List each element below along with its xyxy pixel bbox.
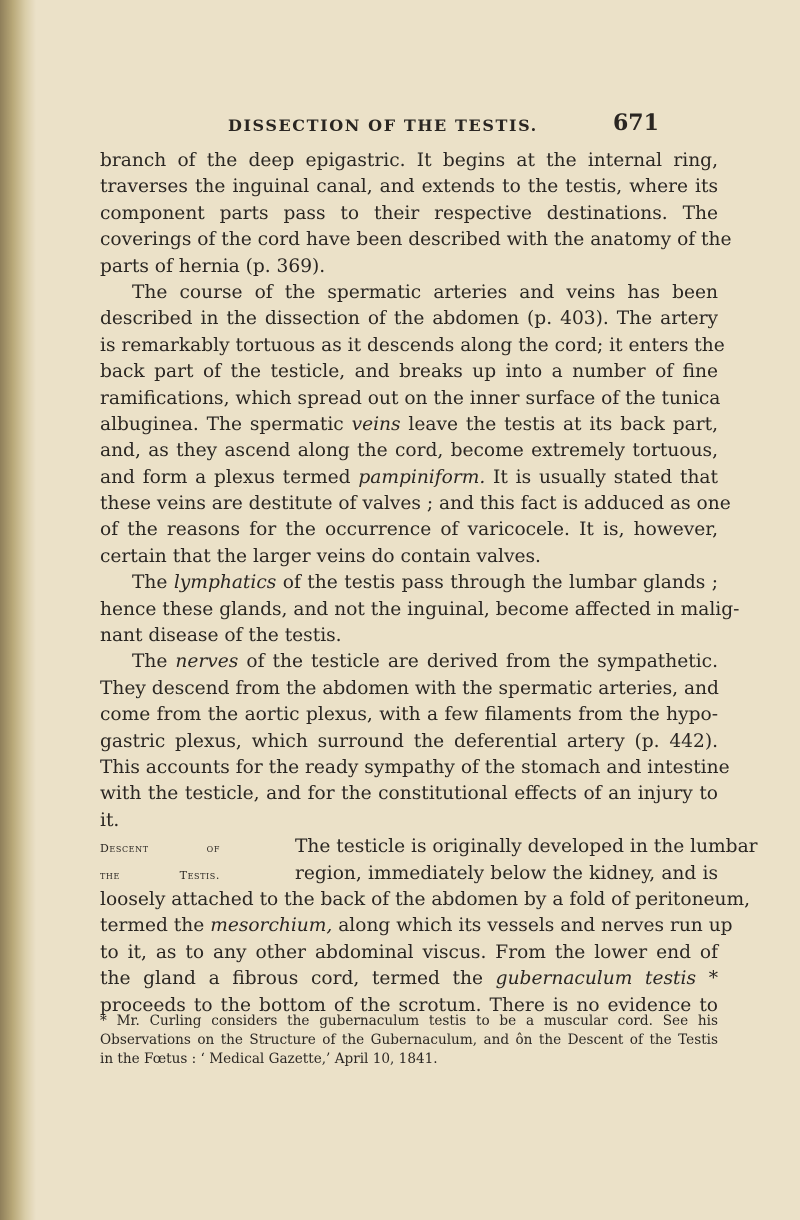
text-line: these veins are destitute of valves ; and this fact is adduced as one: [100, 493, 731, 515]
text-run: The: [132, 651, 176, 673]
text-line: [100, 649, 718, 675]
text-line: with the testicle, and for the constitutional effects of an injury to: [100, 783, 718, 805]
text-line: gastric plexus, which surround the deferential artery (p. 442).: [100, 730, 718, 752]
text-line: and, as they ascend along the cord, become extremely tortuous,: [100, 440, 718, 462]
text-line: ramifications, which spread out on the inner surface of the tunica: [100, 387, 721, 409]
text-run: the gland a fibrous cord, termed the: [100, 968, 496, 990]
text-line: certain that the larger veins do contain valves.: [100, 545, 541, 567]
text-run: termed the: [100, 915, 211, 937]
text-line: loosely attached to the back of the abdomen by a fold of peritoneum,: [100, 888, 751, 910]
text-run: It is usually stated that: [485, 466, 718, 488]
footnote-line: in the Fœtus : ‘ Medical Gazette,’ April 10, 1841.: [100, 1051, 438, 1067]
text-line: described in the dissection of the abdomen (p. 403). The artery: [100, 308, 718, 330]
text-line: They descend from the abdomen with the spermatic arteries, and: [100, 677, 719, 699]
page-number: 671: [613, 110, 659, 136]
text-line: This accounts for the ready sympathy of the stomach and intestine: [100, 756, 730, 778]
running-title: DISSECTION OF THE TESTIS.: [228, 116, 538, 135]
footnote-line: Observations on the Structure of the Gubernaculum, and ôn the Descent of the Testis: [100, 1032, 718, 1048]
text-line: [100, 966, 718, 992]
footnote-line: * Mr. Curling considers the gubernaculum testis to be a muscular cord. See his: [100, 1013, 718, 1029]
footnote: [100, 1012, 718, 1069]
text-line: [100, 834, 758, 860]
text-line: [100, 465, 718, 491]
text-run: region, immediately below the kidney, and is: [295, 862, 718, 884]
text-line: [100, 412, 718, 438]
text-line: to it, as to any other abdominal viscus. From the lower end of: [100, 941, 718, 963]
text-line: coverings of the cord have been described with the anatomy of the: [100, 229, 732, 251]
text-line: is remarkably tortuous as it descends along the cord; it enters the: [100, 334, 725, 356]
italic-term: lymphatics: [173, 572, 277, 594]
italic-term: nerves: [175, 651, 239, 673]
text-line: of the reasons for the occurrence of varicocele. It is, however,: [100, 519, 718, 541]
text-line: parts of hernia (p. 369).: [100, 255, 326, 277]
text-line: traverses the inguinal canal, and extends to the testis, where its: [100, 176, 718, 198]
binding-gutter: [0, 0, 36, 1220]
text-run: albuginea. The spermatic: [100, 413, 352, 435]
text-run: of the testicle are derived from the sympathetic.: [238, 651, 718, 673]
text-line: come from the aortic plexus, with a few filaments from the hypo-: [100, 704, 718, 726]
text-line: branch of the deep epigastric. It begins at the internal ring,: [100, 150, 718, 171]
text-line: hence these glands, and not the inguinal, become affected in malig-: [100, 598, 740, 620]
margin-note-line: the Testis.: [100, 868, 220, 882]
italic-term: veins: [351, 413, 401, 435]
text-run: leave the testis at its back part,: [400, 413, 718, 435]
italic-term: gubernaculum testis: [495, 968, 697, 990]
text-line: [100, 570, 718, 596]
text-run: The: [132, 572, 174, 594]
text-run: The testicle is originally developed in the lumbar: [295, 836, 758, 858]
italic-term: pampiniform.: [358, 466, 486, 488]
text-line: back part of the testicle, and breaks up into a number of fine: [100, 361, 718, 383]
text-run: and form a plexus termed: [100, 466, 359, 488]
running-head: [100, 116, 700, 135]
text-line: nant disease of the testis.: [100, 625, 342, 647]
text-line: it.: [100, 809, 120, 831]
text-run: along which its vessels and nerves run up: [332, 915, 733, 937]
margin-note-line: Descent of: [100, 842, 220, 856]
text-line: proceeds to the bottom of the scrotum. There is no evidence to: [100, 994, 718, 1016]
footnote-marker: *: [696, 968, 718, 990]
body-text: [100, 148, 758, 1019]
text-line: [100, 861, 718, 887]
italic-term: mesorchium,: [210, 915, 333, 937]
text-line: [100, 913, 733, 939]
book-page: [100, 0, 770, 1220]
text-line: The course of the spermatic arteries and veins has been: [132, 281, 718, 303]
text-run: of the testis pass through the lumbar glands ;: [276, 572, 718, 594]
text-line: component parts pass to their respective destinations. The: [100, 202, 718, 224]
